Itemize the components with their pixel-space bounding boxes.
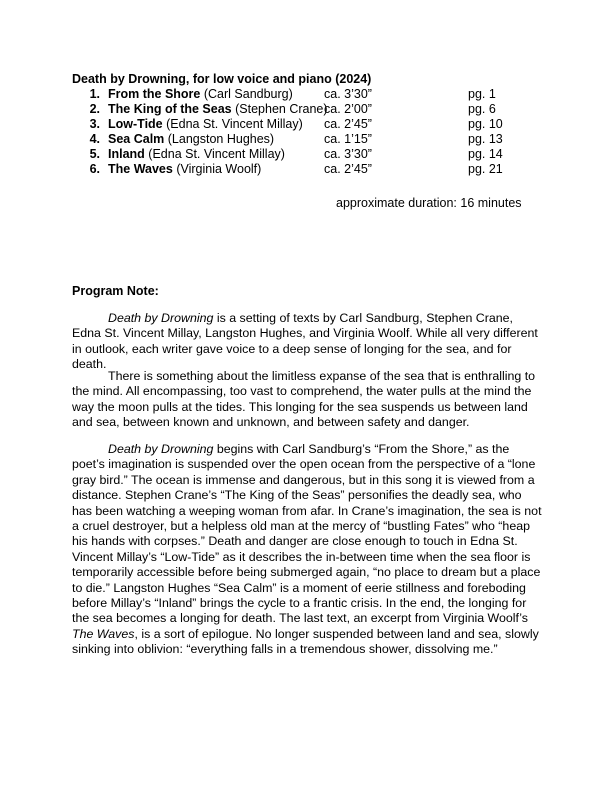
movement-item <box>72 117 542 132</box>
movement-author: (Stephen Crane) <box>235 102 328 116</box>
movement-item <box>72 162 542 177</box>
movement-page: pg. 14 <box>468 147 503 161</box>
movement-number: 6. <box>89 162 100 176</box>
movement-title: Low-Tide <box>108 117 163 131</box>
movement-title: The King of the Seas <box>108 102 232 116</box>
italic-work-title: Death by Drowning <box>108 311 214 325</box>
movement-item <box>72 132 542 147</box>
movement-item <box>72 102 542 117</box>
movement-duration: ca. 3’30” <box>324 87 372 101</box>
movement-page: pg. 21 <box>468 162 503 176</box>
movement-page: pg. 6 <box>468 102 496 116</box>
movement-page: pg. 10 <box>468 117 503 131</box>
movement-duration: ca. 2’00” <box>324 102 372 116</box>
movement-title: The Waves <box>108 162 173 176</box>
movement-page: pg. 1 <box>468 87 496 101</box>
movement-author: (Edna St. Vincent Millay) <box>166 117 303 131</box>
movement-duration: ca. 2’45” <box>324 117 372 131</box>
movement-page: pg. 13 <box>468 132 503 146</box>
movement-number: 1. <box>89 87 100 101</box>
movement-title: Inland <box>108 147 145 161</box>
movement-title: From the Shore <box>108 87 201 101</box>
movement-list <box>72 87 542 177</box>
program-note-paragraph: Death by Drowning begins with Carl Sandburg’s “From the Shore,” as the poet’s imagination is suspended over the open ocean from the perspective of a “lone gray bird.” The ocean is immense and dangerous, but in this song it is viewed from a distance. Stephen Crane’s “The King of the Seas” personifies the deadly sea, who has been watching a weeping woman from afar. In Crane’s imagination, the sea is not a cruel destroyer, but a helpless old man at the mercy of “bustling Fates” who “heap his hands with corpses.” Death and danger are close enough to touch in Edna St. Vincent Millay’s “Low-Tide” as it describes the in-between time when the sea floor is temporarily accessible before being submerged again, “no place to dream but a place to die.” Langston Hughes “Sea Calm” is a moment of eerie stillness and foreboding before Millay’s “Inland” brings the cycle to a frantic crisis. In the end, the longing for the sea becomes a longing for death. The last text, an excerpt from Virginia Woolf’s The Waves, is a sort of epilogue. No longer suspended between land and sea, slowly sinking into oblivion: “everything falls in a tremendous shower, dissolving me.” <box>72 442 542 657</box>
program-note-heading: Program Note: <box>72 284 159 298</box>
movement-number: 2. <box>89 102 100 116</box>
movement-author: (Carl Sandburg) <box>203 87 293 101</box>
movement-item <box>72 87 542 102</box>
movement-number: 5. <box>89 147 100 161</box>
movement-duration: ca. 3’30” <box>324 147 372 161</box>
movement-duration: ca. 2’45” <box>324 162 372 176</box>
approximate-duration: approximate duration: 16 minutes <box>336 196 522 210</box>
movement-number: 3. <box>89 117 100 131</box>
movement-item <box>72 147 542 162</box>
italic-book-title: The Waves <box>72 626 135 641</box>
movement-author: (Langston Hughes) <box>167 132 275 146</box>
program-note-paragraph: Death by Drowning is a setting of texts by Carl Sandburg, Stephen Crane, Edna St. Vincent Millay, Langston Hughes, and Virginia Woolf. While all very different in outlook, each writer gave voice to a deep sense of longing for the sea, and for death. <box>72 311 538 372</box>
movement-author: (Virginia Woolf) <box>176 162 262 176</box>
movement-number: 4. <box>89 132 100 146</box>
movement-author: (Edna St. Vincent Millay) <box>148 147 285 161</box>
italic-work-title: Death by Drowning <box>108 442 214 456</box>
program-note-paragraph: There is something about the limitless expanse of the sea that is enthralling to the mind. All encompassing, too vast to comprehend, the water pulls at the mind the way the moon pulls at the tides. This longing for the sea suspends us between land and sea, between known and unknown, and between safety and danger. <box>72 369 536 430</box>
movement-duration: ca. 1’15” <box>324 132 372 146</box>
work-title: Death by Drowning, for low voice and piano (2024) <box>72 72 372 86</box>
movement-title: Sea Calm <box>108 132 165 146</box>
